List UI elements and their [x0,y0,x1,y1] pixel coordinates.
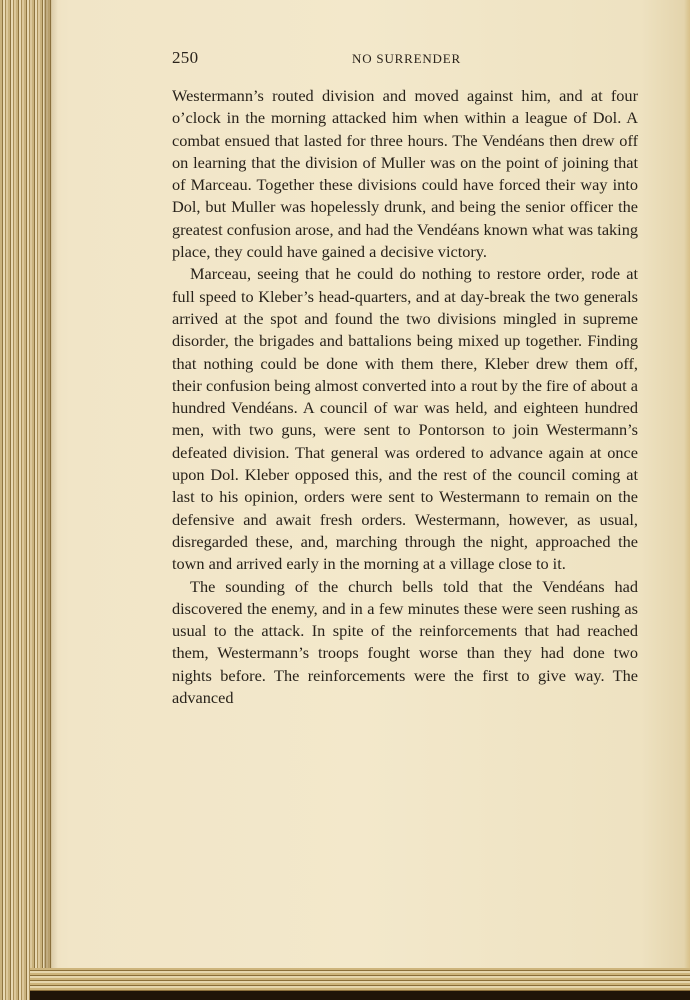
body-text [172,85,638,709]
page-right-edge [684,0,690,1000]
paragraph: Marceau, seeing that he could do nothing to restore order, rode at full speed to Kleber’s head-quarters, and at day-break the two generals arrived at the spot and found the two divisions mingled in supreme disorder, the brigades and battalions being mixed up together. Finding that nothing could be done with them there, Kleber drew them off, their confusion being almost converted into a rout by the fire of about a hundred Vendéans. A council of war was held, and eighteen hundred men, with two guns, were sent to Pontorson to join Westermann’s defeated division. That general was ordered to advance again at once upon Dol. Kleber opposed this, and the rest of the council coming at last to his opinion, orders were sent to Westermann to remain on the defensive and await fresh orders. Westermann, however, as usual, disregarded these, and, marching through the night, approached the town and arrived early in the morning at a village close to it. [172,264,638,574]
gutter-shadow [44,0,58,1000]
paragraph: The sounding of the church bells told that the Vendéans had discovered the enemy, and in a few minutes these were seen rushing as usual to the attack. In spite of the reinforcements that had reached them, Westermann’s troops fought worse than they had done two nights before. The reinforcements were the first to give way. The advanced [172,576,638,708]
running-head: NO SURRENDER [352,51,461,66]
paragraph: Westermann’s routed division and moved against him, and at four o’clock in the morning attacked him when within a league of Dol. A combat ensued that lasted for three hours. The Vendéans then drew off on learning that the division of Muller was on the point of joining that of Marceau. Together these divisions could have forced their way into Dol, but Muller was hopelessly drunk, and being the senior officer the greatest confusion arose, and had the Vendéans known what was taking place, they could have gained a decisive victory. [172,86,638,262]
page-number: 250 [172,48,199,67]
page-stack-bottom [30,968,690,1000]
page-header [172,48,638,74]
